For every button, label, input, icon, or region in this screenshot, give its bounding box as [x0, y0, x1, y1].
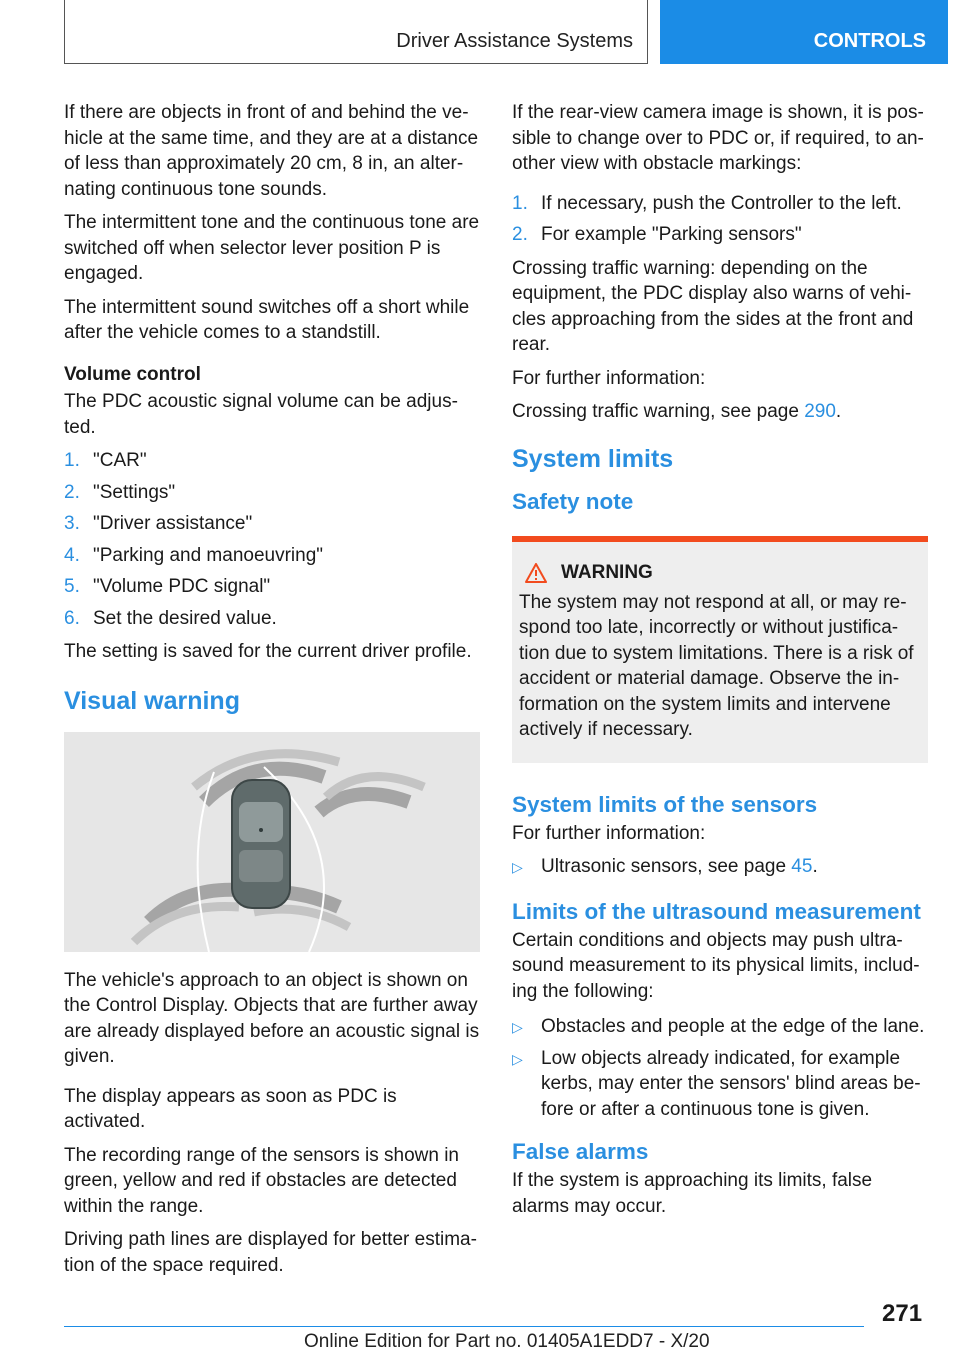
step-text: "CAR" [93, 450, 147, 471]
reference-text: Crossing traffic warning, see page [512, 401, 805, 422]
step-number: 2. [512, 224, 528, 245]
list-item [64, 480, 480, 506]
step-text: If necessary, push the Controller to the left. [541, 192, 902, 214]
step-text: "Settings" [93, 481, 176, 503]
paragraph: Crossing traffic warning: depending on the equipment, the PDC display also warns of vehi-cles approaching from the sides at the front and rear. [512, 257, 914, 355]
paragraph: Driving path lines are displayed for better estima-tion of the space required. [64, 1229, 477, 1276]
bullet-triangle-icon: ▷ [512, 1019, 523, 1035]
paragraph: The setting is saved for the current driver profile. [64, 641, 472, 662]
right-column [512, 100, 928, 1227]
paragraph [512, 399, 928, 425]
page-number: 271 [882, 1300, 923, 1327]
step-number: 4. [64, 544, 80, 566]
bullet-triangle-icon: ▷ [512, 859, 523, 875]
list-item [512, 1014, 928, 1040]
period: . [812, 856, 818, 877]
pdc-car-graphic [64, 732, 480, 952]
list-item [512, 191, 928, 217]
step-number: 2. [64, 481, 80, 503]
header-chapter-tab [660, 0, 948, 64]
camera-steps-list [512, 191, 928, 248]
sensor-limits-heading: System limits of the sensors [512, 791, 818, 817]
paragraph: The recording range of the sensors is shown in green, yellow and red if obstacles are detected within the range. [64, 1144, 459, 1217]
ultrasound-limits-list [512, 1014, 928, 1122]
footer-divider [64, 1326, 864, 1327]
step-number: 5. [64, 576, 80, 597]
warning-box [512, 536, 928, 763]
warning-title: WARNING [561, 561, 653, 583]
paragraph: For further information: [512, 367, 706, 389]
step-text: For example "Parking sensors" [541, 224, 802, 245]
list-item [64, 511, 480, 537]
system-limits-heading: System limits [512, 444, 674, 473]
step-text: Set the desired value. [93, 607, 277, 629]
paragraph: Certain conditions and objects may push ultra-sound measurement to its physical limits, includ-ing the following: [512, 929, 920, 1002]
item-text: Low objects already indicated, for example kerbs, may enter the sensors' blind areas be-fore or after a continuous tone is given. [541, 1047, 921, 1120]
list-item [64, 448, 480, 474]
step-text: "Driver assistance" [93, 513, 253, 534]
left-column [64, 100, 480, 1286]
page-link-45[interactable]: 45 [791, 856, 813, 877]
safety-note-heading: Safety note [512, 488, 634, 514]
paragraph: The PDC acoustic signal volume can be adjus-ted. [64, 391, 458, 438]
paragraph: The display appears as soon as PDC is activated. [64, 1085, 397, 1132]
header-section-tab [64, 0, 648, 64]
period: . [835, 401, 842, 422]
paragraph: For further information: [512, 822, 706, 844]
paragraph: If there are objects in front of and behind the ve-hicle at the same time, and they are at a distance of less than approximately 20 cm, 8 in, an alter-nating continuous tone sounds. [64, 102, 479, 200]
edition-note: Online Edition for Part no. 01405A1EDD7 - X/20 [304, 1331, 710, 1352]
step-text: "Parking and manoeuvring" [93, 544, 324, 566]
volume-steps-list [64, 448, 480, 631]
item-text: Ultrasonic sensors, see page [541, 856, 792, 877]
sensor-reference-list [512, 854, 928, 880]
paragraph: If the rear-view camera image is shown, it is pos-sible to change over to PDC or, if required, to an-other view with obstacle markings: [512, 102, 924, 174]
step-number: 6. [64, 607, 80, 629]
list-item [64, 543, 480, 569]
paragraph: The intermittent tone and the continuous tone are switched off when selector lever position P is engaged. [64, 212, 480, 284]
step-text: "Volume PDC signal" [93, 576, 271, 597]
chapter-title: CONTROLS [813, 30, 926, 52]
section-title: Driver Assistance Systems [396, 30, 633, 52]
paragraph: The intermittent sound switches off a short while after the vehicle comes to a standstill. [64, 296, 470, 343]
warning-triangle-icon [525, 563, 547, 583]
list-item [512, 222, 928, 248]
paragraph: The vehicle's approach to an object is shown on the Control Display. Objects that are further away are already displayed before an acoustic signal is given. [64, 969, 480, 1067]
paragraph: If the system is approaching its limits, false alarms may occur. [512, 1170, 873, 1217]
list-item [512, 854, 928, 880]
list-item [512, 1046, 928, 1123]
page-link-290[interactable]: 290 [804, 401, 836, 422]
warning-text: The system may not respond at all, or may re-spond too late, incorrectly or without justifica-tion due to system limitations. There is a risk of accident or material damage. Observe the in-formation on the system limits and intervene actively if necessary. [519, 591, 914, 740]
step-number: 1. [64, 450, 80, 471]
item-text: Obstacles and people at the edge of the lane. [541, 1016, 925, 1037]
list-item [64, 606, 480, 632]
volume-control-heading: Volume control [64, 363, 201, 385]
pdc-display-illustration [64, 732, 480, 952]
step-number: 1. [512, 192, 528, 214]
list-item [64, 574, 480, 600]
warning-title-row [519, 562, 920, 584]
step-number: 3. [64, 513, 80, 534]
bullet-triangle-icon: ▷ [512, 1050, 523, 1067]
false-alarms-heading: False alarms [512, 1139, 649, 1164]
ultrasound-limits-heading: Limits of the ultrasound measurement [512, 898, 921, 924]
visual-warning-heading: Visual warning [64, 686, 240, 715]
